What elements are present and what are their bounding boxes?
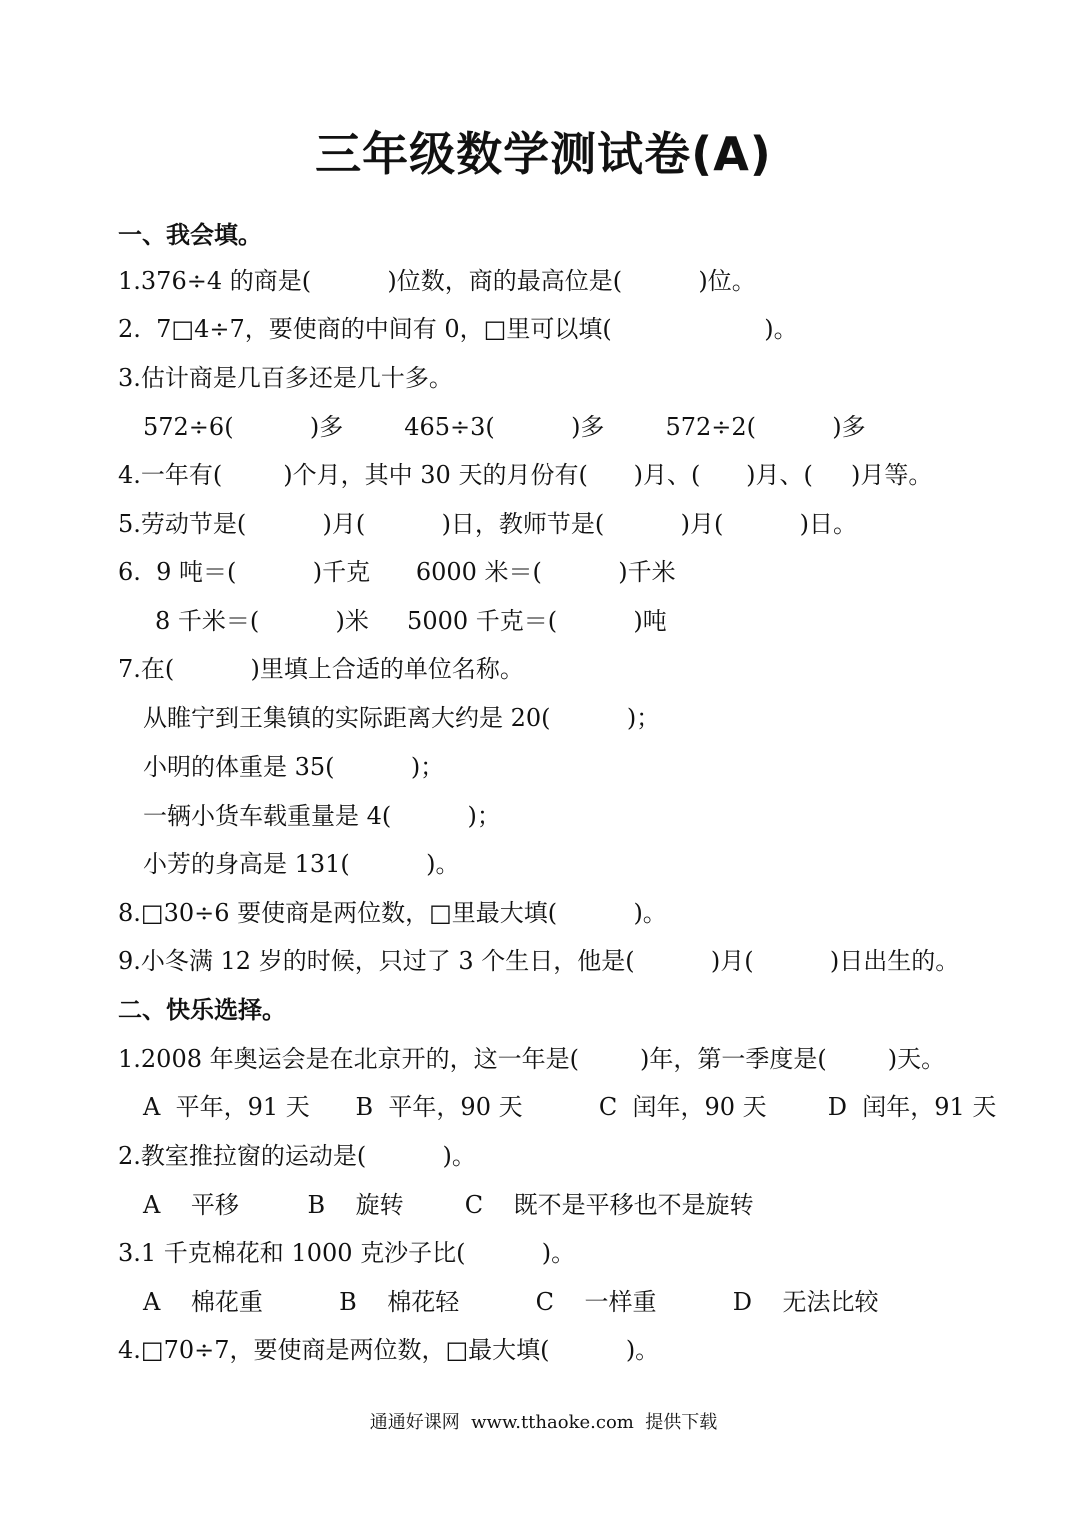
question-2-3-options: A 棉花重 B 棉花轻 C 一样重 D 无法比较	[143, 1288, 879, 1316]
question-1-8: 8.□30÷6 要使商是两位数，□里最大填( )。	[118, 899, 667, 927]
question-1-7c: 一辆小货车载重量是 4( )；	[143, 802, 501, 830]
question-1-4: 4.一年有( )个月，其中 30 天的月份有( )月、( )月、( )月等。	[118, 461, 933, 489]
section-heading-fill: 一、我会填。	[118, 221, 262, 249]
question-1-3: 3.估计商是几百多还是几十多。	[118, 364, 453, 392]
page-title: 三年级数学测试卷(A)	[315, 127, 772, 181]
question-2-1-options: A 平年，91 天 B 平年，90 天 C 闰年，90 天 D 闰年，91 天	[143, 1093, 997, 1121]
question-1-3-items: 572÷6( )多 465÷3( )多 572÷2( )多	[143, 413, 866, 441]
question-1-2: 2. 7□4÷7，要使商的中间有 0，□里可以填( )。	[118, 315, 798, 343]
question-2-3: 3.1 千克棉花和 1000 克沙子比( )。	[118, 1239, 576, 1267]
question-1-6b: 8 千米＝( )米 5000 千克＝( )吨	[155, 607, 667, 635]
question-1-6a: 6. 9 吨＝( )千克 6000 米＝( )千米	[118, 558, 676, 586]
question-2-1: 1.2008 年奥运会是在北京开的，这一年是( )年，第一季度是( )天。	[118, 1045, 946, 1073]
question-1-7d: 小芳的身高是 131( )。	[143, 850, 460, 878]
question-2-2: 2.教室推拉窗的运动是( )。	[118, 1142, 476, 1170]
question-2-4: 4.□70÷7，要使商是两位数，□最大填( )。	[118, 1336, 660, 1364]
question-1-7b: 小明的体重是 35( )；	[143, 753, 445, 781]
page-footer: 通通好课网 www.tthaoke.com 提供下载	[369, 1412, 718, 1433]
question-1-5: 5.劳动节是( )月( )日，教师节是( )月( )日。	[118, 510, 857, 538]
question-1-9: 9.小冬满 12 岁的时候，只过了 3 个生日，他是( )月( )日出生的。	[118, 947, 960, 975]
question-2-2-options: A 平移 B 旋转 C 既不是平移也不是旋转	[143, 1191, 754, 1219]
section-heading-choice: 二、快乐选择。	[118, 996, 286, 1024]
question-1-7a: 从睢宁到王集镇的实际距离大约是 20( )；	[143, 704, 661, 732]
question-1-1: 1.376÷4 的商是( )位数，商的最高位是( )位。	[118, 267, 756, 295]
question-1-7: 7.在( )里填上合适的单位名称。	[118, 655, 524, 683]
